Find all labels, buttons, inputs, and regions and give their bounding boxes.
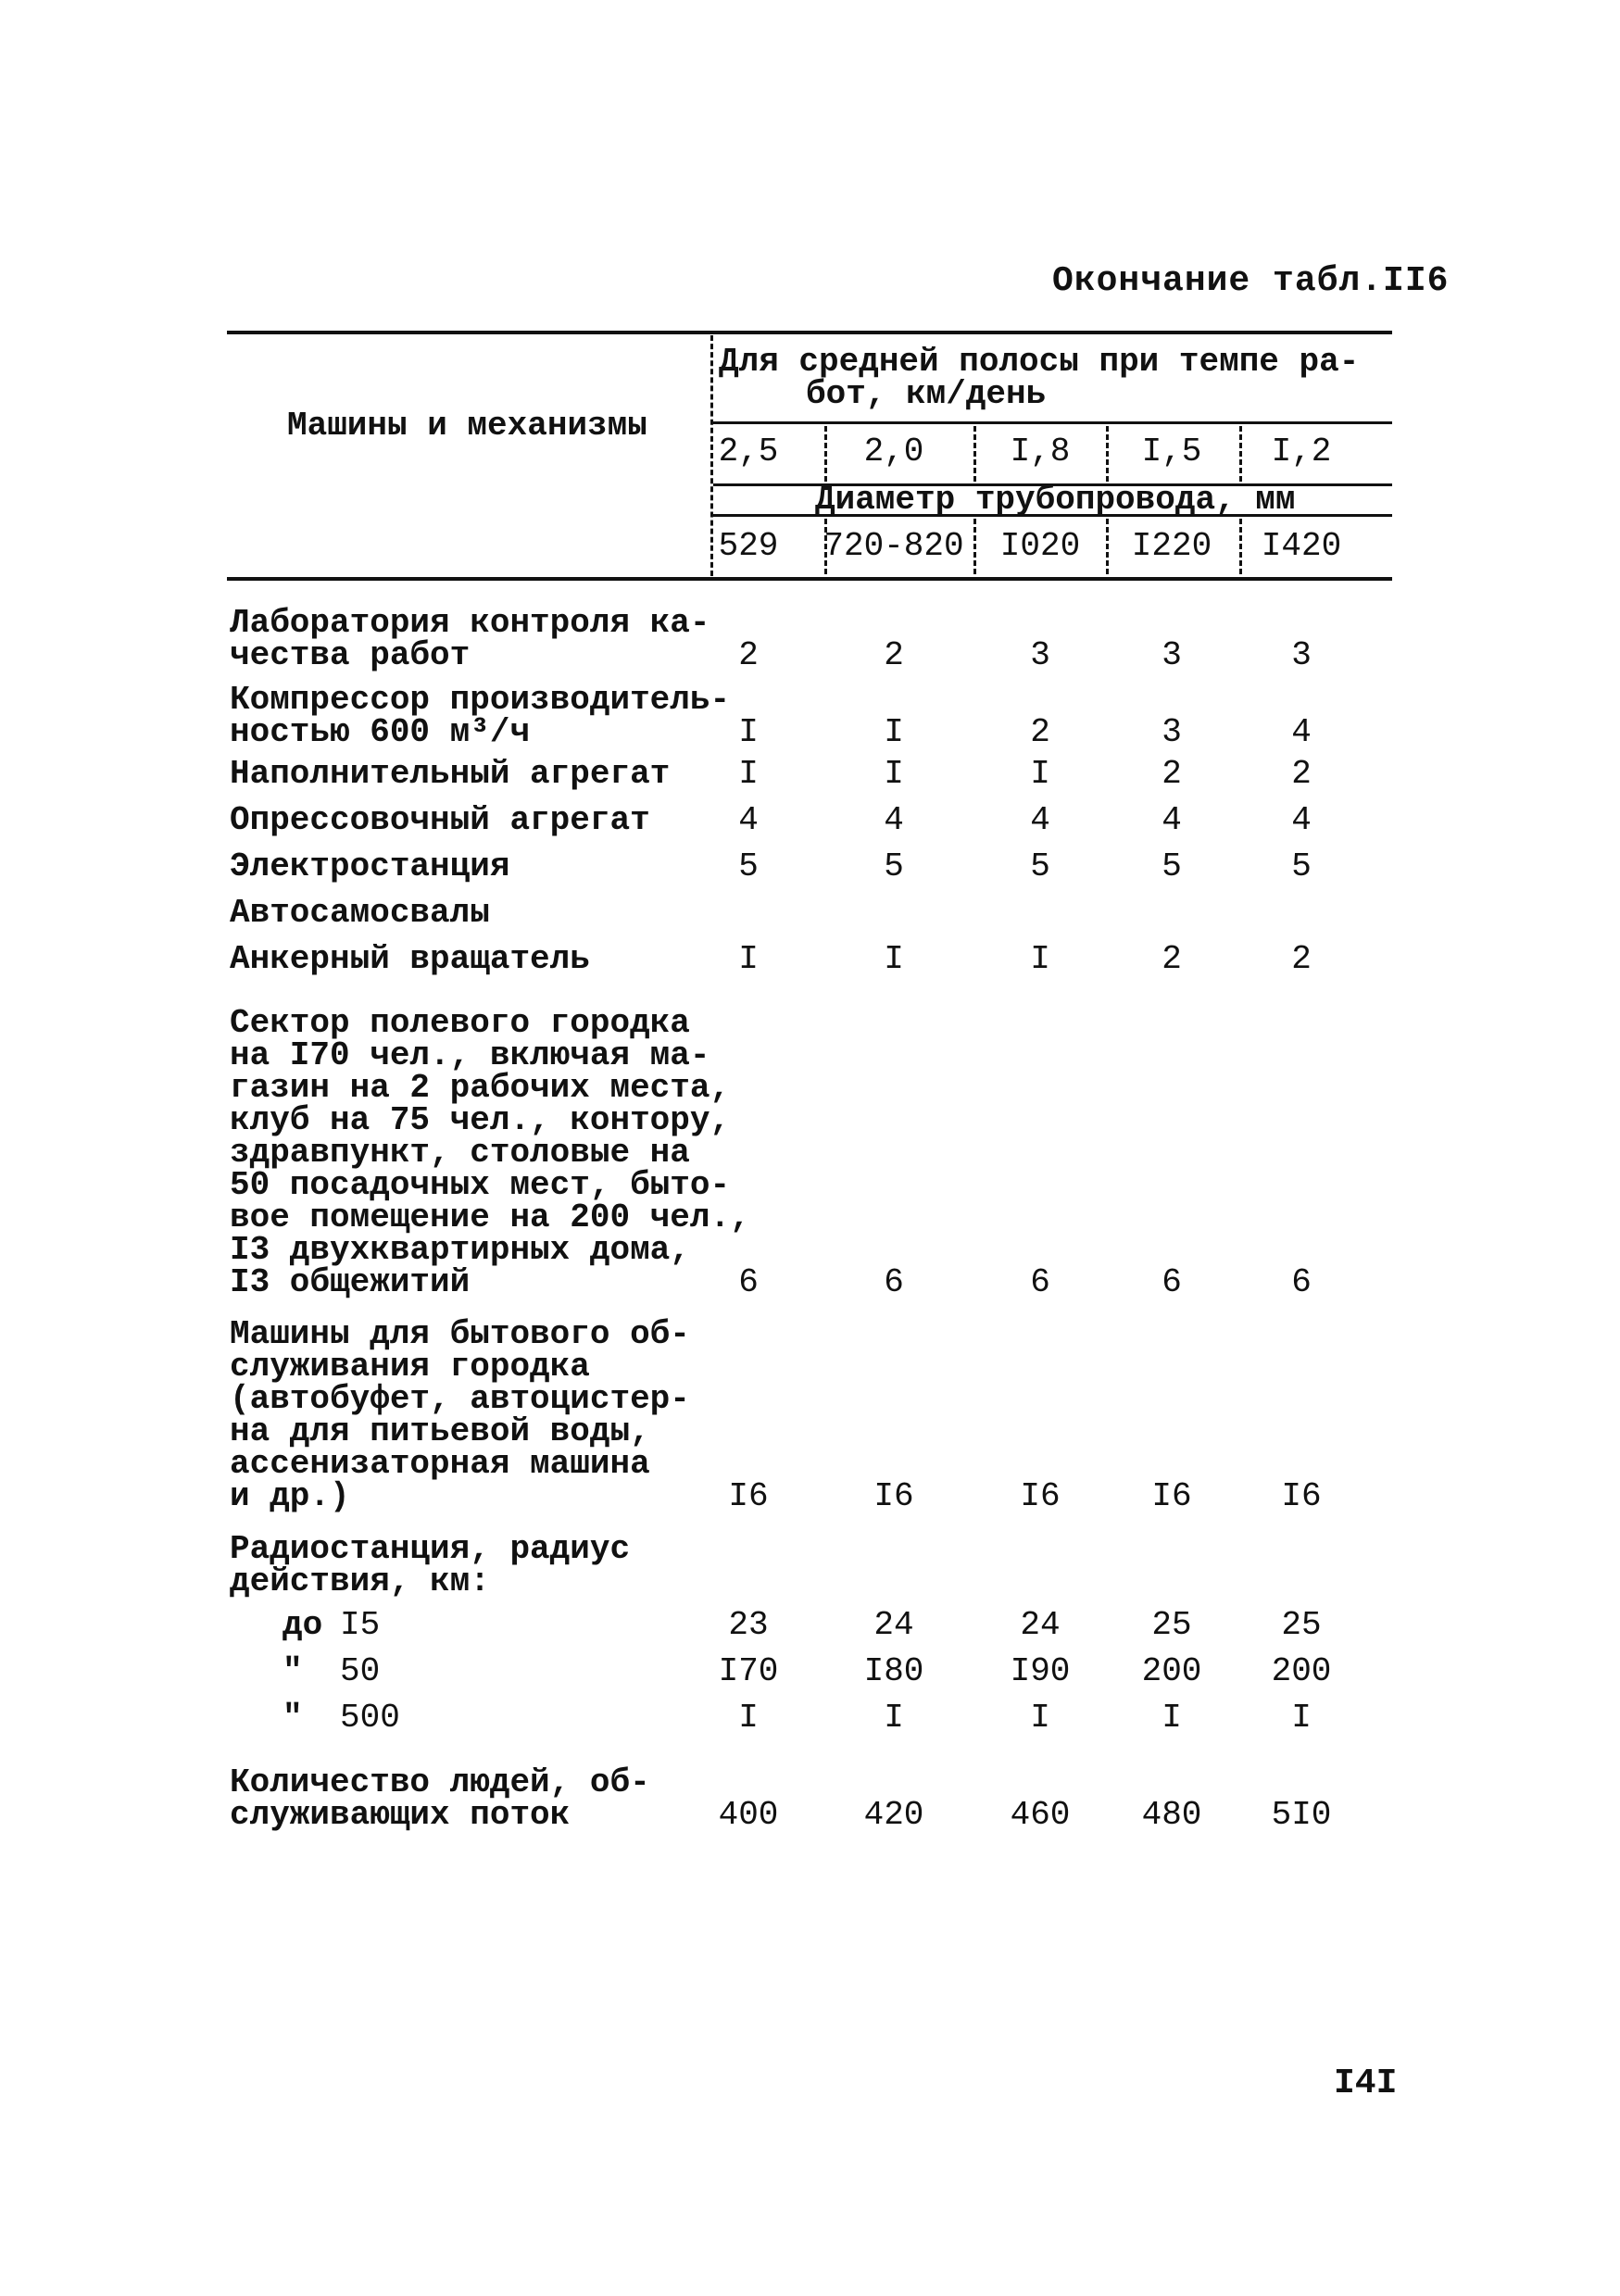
row-label-line: Сектор полевого городка: [230, 1004, 690, 1042]
table-cell: I70: [718, 1652, 779, 1690]
row-label-line: и др.): [230, 1477, 350, 1515]
page-number: I4I: [1334, 2064, 1398, 2103]
rate-divider: [1106, 426, 1109, 482]
table-cell: 5: [738, 847, 759, 885]
row-label-line: здравпункт, столовые на: [230, 1134, 690, 1172]
table-cell: 2: [1291, 940, 1312, 978]
row-label-line: 50 посадочных мест, быто-: [230, 1166, 731, 1204]
sub-row-label: [283, 1699, 400, 1737]
table-cell: 4: [884, 801, 904, 839]
table-cell: 6: [884, 1263, 904, 1301]
table-cell: I6: [1151, 1477, 1192, 1515]
table-cell: I: [738, 713, 759, 751]
table-cell: I: [738, 1699, 759, 1737]
sub-row-value: 500: [340, 1699, 400, 1737]
table-cell: 6: [1162, 1263, 1182, 1301]
row-label-line: Электростанция: [230, 847, 510, 885]
rate-header: I,2: [1271, 433, 1332, 470]
group-header-line1: Для средней полосы при темпе ра-: [719, 343, 1360, 381]
rate-header: 2,5: [718, 433, 779, 470]
row-label-line: ассенизаторная машина: [230, 1445, 650, 1483]
row-label-line: вое помещение на 200 чел.,: [230, 1198, 750, 1236]
diameter-header: Диаметр трубопровода, мм: [815, 481, 1296, 519]
sub-row-prefix: ": [283, 1652, 303, 1690]
table-cell: I: [884, 755, 904, 793]
sub-row-label: [283, 1652, 381, 1690]
table-cell: 2: [738, 636, 759, 674]
row-label-line: Компрессор производитель-: [230, 681, 731, 719]
table-caption: Окончание табл.II6: [1052, 261, 1450, 301]
table-top-rule: [227, 331, 1392, 334]
table-cell: 4: [738, 801, 759, 839]
table-cell: I6: [1281, 1477, 1322, 1515]
table-cell: 2: [1291, 755, 1312, 793]
table-cell: 3: [1162, 636, 1182, 674]
table-cell: 2: [1030, 713, 1050, 751]
row-label-line: Лаборатория контроля ка-: [230, 604, 710, 642]
table-cell: 200: [1141, 1652, 1202, 1690]
table-cell: I6: [873, 1477, 914, 1515]
table-cell: I80: [863, 1652, 924, 1690]
row-label-line: (автобуфет, автоцистер-: [230, 1380, 690, 1418]
table-cell: 3: [1030, 636, 1050, 674]
rate-header: 2,0: [863, 433, 924, 470]
table-cell: I: [738, 755, 759, 793]
diameter-header-cell: I220: [1131, 527, 1212, 565]
diameter-header-cell: I020: [999, 527, 1081, 565]
table-cell: 2: [1162, 940, 1182, 978]
group-header-line2: бот, км/день: [806, 375, 1047, 413]
diameter-header-cell: 529: [718, 527, 779, 565]
table-cell: 5I0: [1271, 1796, 1332, 1834]
row-label-line: ностью 600 м³/ч: [230, 713, 531, 751]
table-cell: I: [1030, 940, 1050, 978]
table-cell: I: [1030, 1699, 1050, 1737]
row-label-line: Радиостанция, радиус: [230, 1530, 631, 1568]
table-cell: I: [1291, 1699, 1312, 1737]
table-cell: 25: [1151, 1606, 1192, 1644]
row-label-line: на I70 чел., включая ма-: [230, 1036, 710, 1074]
table-cell: 5: [1162, 847, 1182, 885]
rates-top-rule: [713, 421, 1392, 424]
column-header-machines: Машины и механизмы: [287, 407, 647, 445]
table-cell: I: [1030, 755, 1050, 793]
table-cell: 6: [738, 1263, 759, 1301]
table-cell: 24: [1020, 1606, 1061, 1644]
rate-divider: [824, 426, 827, 482]
table-cell: 2: [1162, 755, 1182, 793]
table-cell: 6: [1030, 1263, 1050, 1301]
table-cell: 5: [884, 847, 904, 885]
diameter-header-cell: I420: [1261, 527, 1342, 565]
row-label-line: Анкерный вращатель: [230, 940, 590, 978]
row-label-line: на для питьевой воды,: [230, 1412, 650, 1450]
row-label-line: действия, км:: [230, 1562, 490, 1600]
table-cell: 5: [1291, 847, 1312, 885]
table-cell: I90: [1010, 1652, 1071, 1690]
row-label-line: Машины для бытового об-: [230, 1315, 690, 1353]
sub-row-prefix: ": [283, 1699, 303, 1737]
table-cell: I: [738, 940, 759, 978]
table-cell: I6: [728, 1477, 769, 1515]
row-label-line: газин на 2 рабочих места,: [230, 1069, 731, 1107]
sub-row-prefix: до: [283, 1606, 323, 1644]
rate-divider: [973, 426, 976, 482]
sub-row-value: 50: [340, 1652, 381, 1690]
table-cell: 4: [1291, 713, 1312, 751]
row-label-line: чества работ: [230, 636, 471, 674]
table-cell: 200: [1271, 1652, 1332, 1690]
table-cell: I: [884, 713, 904, 751]
table-cell: 24: [873, 1606, 914, 1644]
table-cell: 4: [1162, 801, 1182, 839]
header-bottom-rule: [227, 577, 1392, 581]
table-cell: 460: [1010, 1796, 1071, 1834]
table-cell: 25: [1281, 1606, 1322, 1644]
table-cell: 4: [1291, 801, 1312, 839]
table-cell: 420: [863, 1796, 924, 1834]
table-cell: I: [1162, 1699, 1182, 1737]
table-cell: 480: [1141, 1796, 1202, 1834]
table-cell: 3: [1162, 713, 1182, 751]
table-cell: I: [884, 1699, 904, 1737]
row-label-line: Автосамосвалы: [230, 894, 490, 932]
table-cell: 5: [1030, 847, 1050, 885]
rate-header: I,8: [1010, 433, 1071, 470]
row-label-line: служивания городка: [230, 1348, 590, 1386]
table-cell: I: [884, 940, 904, 978]
table-cell: 2: [884, 636, 904, 674]
rate-header: I,5: [1141, 433, 1202, 470]
row-label-line: Опрессовочный агрегат: [230, 801, 650, 839]
diameter-header-cell: 720-820: [823, 527, 964, 565]
table-cell: I6: [1020, 1477, 1061, 1515]
row-label-line: Количество людей, об-: [230, 1763, 650, 1801]
row-label-line: клуб на 75 чел., контору,: [230, 1101, 731, 1139]
table-cell: 4: [1030, 801, 1050, 839]
table-cell: 400: [718, 1796, 779, 1834]
table-cell: 23: [728, 1606, 769, 1644]
table-cell: 3: [1291, 636, 1312, 674]
table-cell: 6: [1291, 1263, 1312, 1301]
row-label-line: Наполнительный агрегат: [230, 755, 671, 793]
sub-row-label: [283, 1606, 381, 1644]
sub-row-value: I5: [340, 1606, 381, 1644]
row-label-line: I3 общежитий: [230, 1263, 471, 1301]
row-label-line: I3 двухквартирных дома,: [230, 1231, 690, 1269]
row-label-line: служивающих поток: [230, 1796, 571, 1834]
